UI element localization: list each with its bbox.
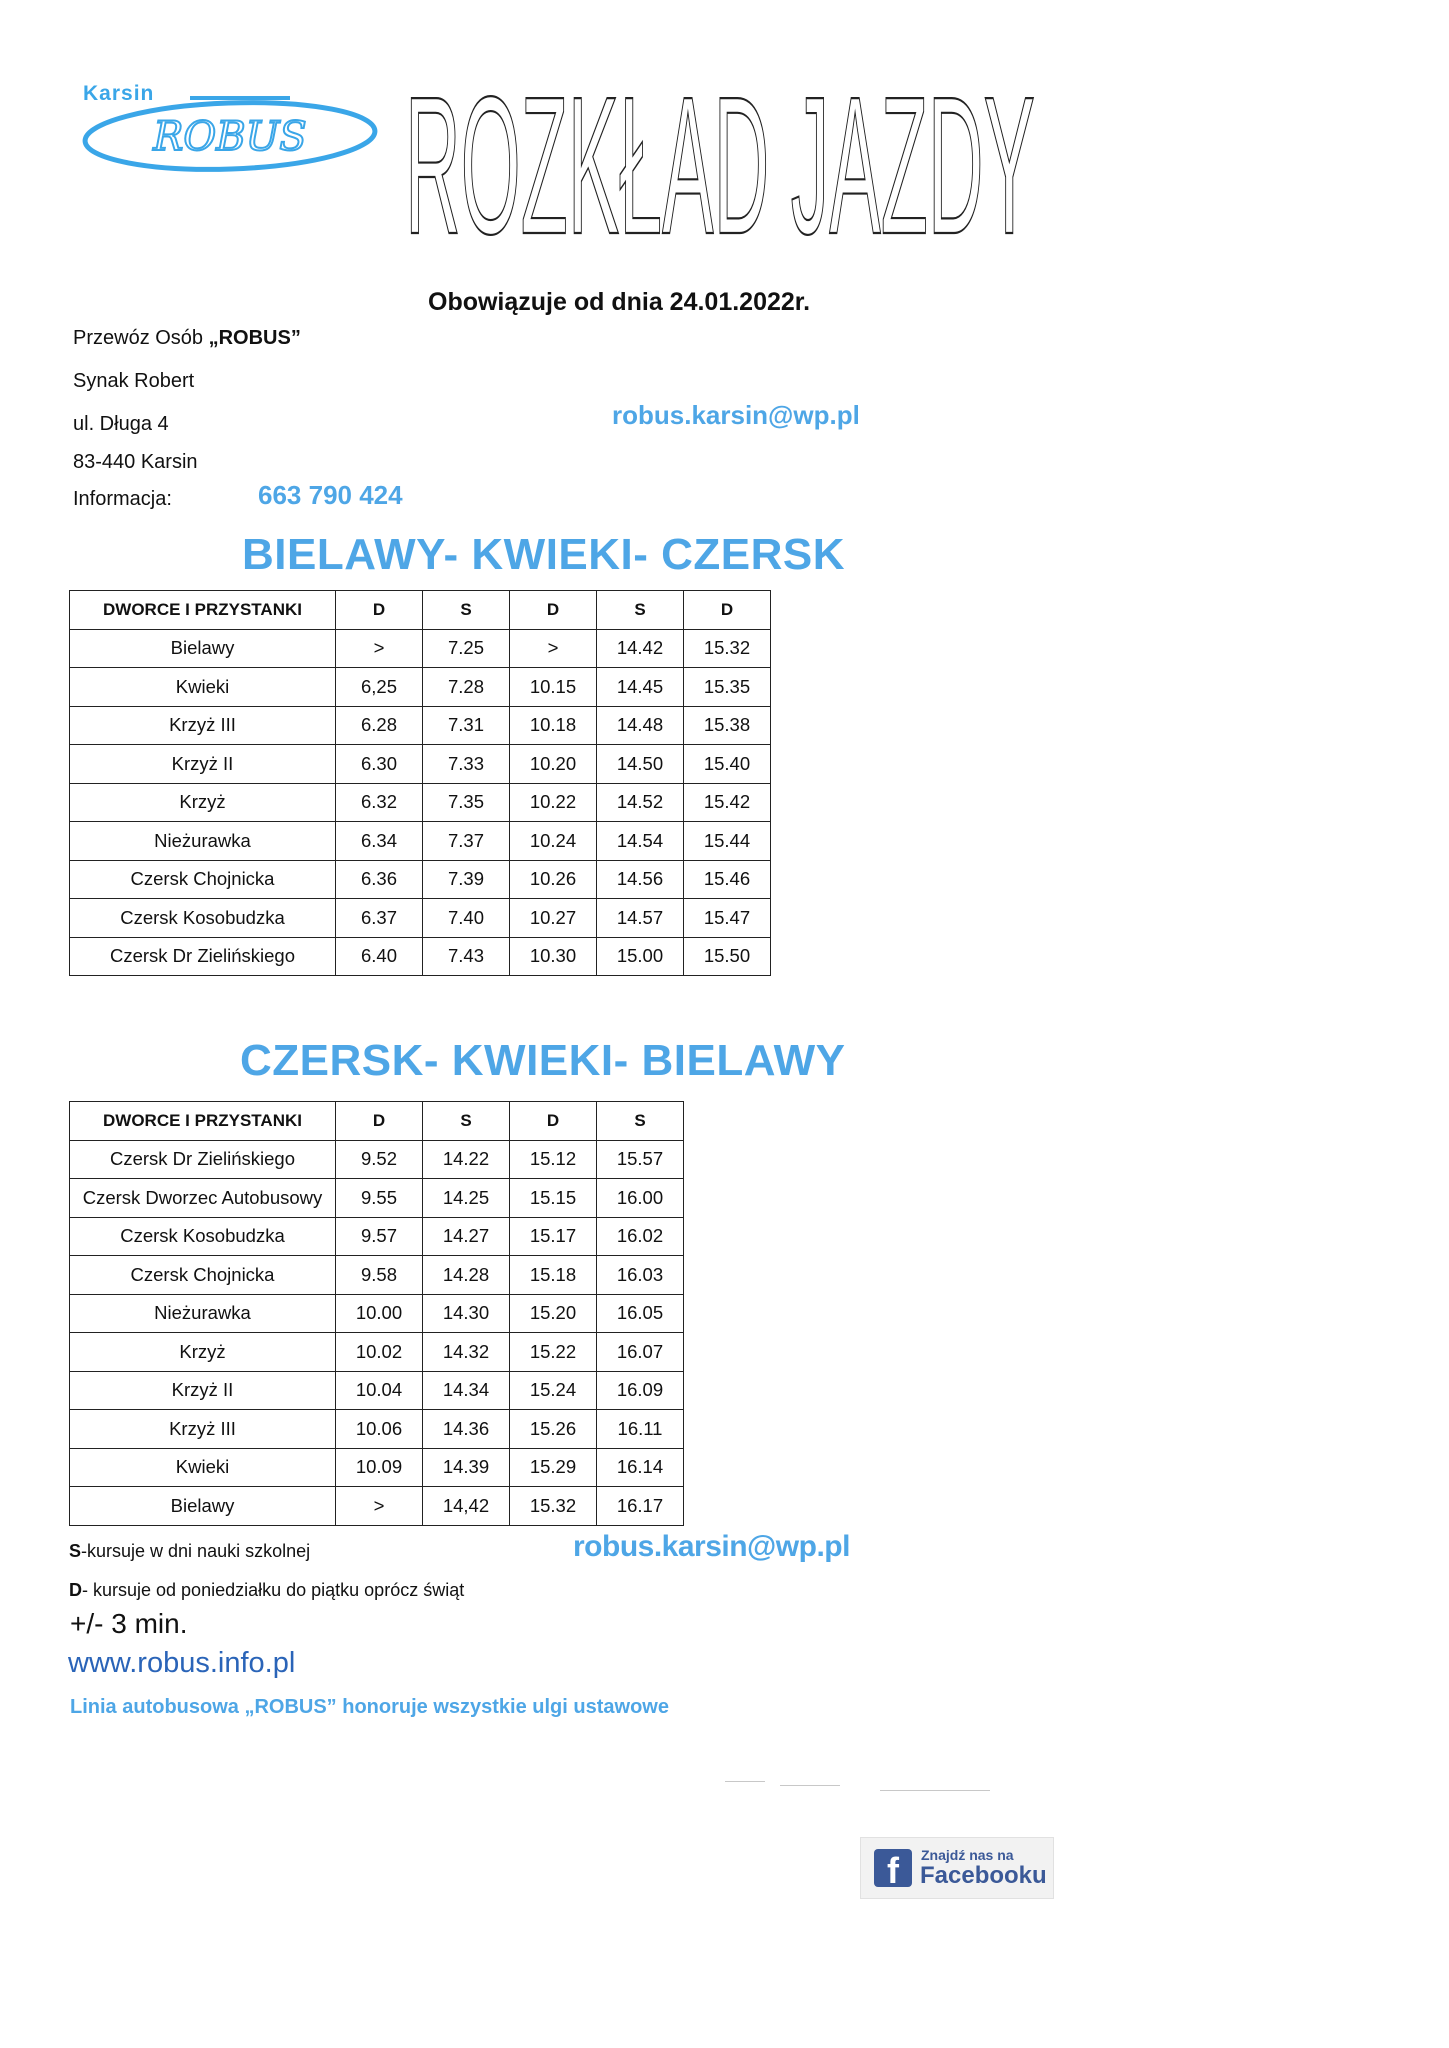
stop-name: Czersk Dr Zielińskiego [70, 1140, 336, 1179]
departure-time: 14.45 [597, 668, 684, 707]
departure-time: 14.39 [423, 1448, 510, 1487]
table-row [70, 1448, 684, 1487]
departure-time: 16.11 [597, 1410, 684, 1449]
departure-time: 14.34 [423, 1371, 510, 1410]
note-d: D- kursuje od poniedziałku do piątku oprócz świąt [69, 1580, 465, 1600]
departure-time: > [336, 629, 423, 668]
header-cell: S [423, 591, 510, 630]
departure-time: 15.47 [684, 899, 771, 938]
header-cell: D [336, 591, 423, 630]
header-cell: S [597, 591, 684, 630]
stop-name: Nieżurawka [70, 822, 336, 861]
departure-time: 14,42 [423, 1487, 510, 1526]
departure-time: 6.37 [336, 899, 423, 938]
departure-time: 6.40 [336, 937, 423, 976]
departure-time: 14.25 [423, 1179, 510, 1218]
table-header [70, 591, 771, 630]
stop-name: Krzyż II [70, 745, 336, 784]
table-row [70, 1333, 684, 1372]
stop-name: Krzyż III [70, 706, 336, 745]
departure-time: 7.28 [423, 668, 510, 707]
departure-time: 10.27 [510, 899, 597, 938]
table-header [70, 1102, 684, 1141]
table-row [70, 668, 771, 707]
departure-time: 15.24 [510, 1371, 597, 1410]
departure-time: 7.31 [423, 706, 510, 745]
header-cell: D [510, 1102, 597, 1141]
departure-time: 16.03 [597, 1256, 684, 1295]
departure-time: 15.44 [684, 822, 771, 861]
departure-time: 9.57 [336, 1217, 423, 1256]
stop-name: Krzyż [70, 1333, 336, 1372]
departure-time: 15.22 [510, 1333, 597, 1372]
departure-time: 10.06 [336, 1410, 423, 1449]
departure-time: 15.40 [684, 745, 771, 784]
table-row [70, 899, 771, 938]
departure-time: 7.33 [423, 745, 510, 784]
departure-time: 15.57 [597, 1140, 684, 1179]
facebook-line1: Znajdź nas na [921, 1847, 1014, 1863]
departure-time: 10.02 [336, 1333, 423, 1372]
departure-time: 14.36 [423, 1410, 510, 1449]
departure-time: 15.32 [684, 629, 771, 668]
stop-name: Czersk Chojnicka [70, 860, 336, 899]
facebook-icon: f [874, 1849, 912, 1887]
departure-time: 15.15 [510, 1179, 597, 1218]
route-title-2: CZERSK- KWIEKI- BIELAWY [240, 1036, 846, 1085]
departure-time: 9.58 [336, 1256, 423, 1295]
table-row [70, 706, 771, 745]
departure-time: 14.56 [597, 860, 684, 899]
departure-time: 10.00 [336, 1294, 423, 1333]
header-cell: DWORCE I PRZYSTANKI [70, 1102, 336, 1141]
departure-time: 16.14 [597, 1448, 684, 1487]
departure-time: 10.09 [336, 1448, 423, 1487]
departure-time: 14.27 [423, 1217, 510, 1256]
departure-time: 16.05 [597, 1294, 684, 1333]
departure-time: 10.30 [510, 937, 597, 976]
departure-time: 14.54 [597, 822, 684, 861]
table-row [70, 1179, 684, 1218]
facebook-line2: Facebooku [920, 1862, 1047, 1889]
discounts-note: Linia autobusowa „ROBUS” honoruje wszystkie ulgi ustawowe [70, 1696, 669, 1718]
stop-name: Czersk Kosobudzka [70, 899, 336, 938]
table-row [70, 1217, 684, 1256]
departure-time: 14.57 [597, 899, 684, 938]
stop-name: Krzyż [70, 783, 336, 822]
logo-town: Karsin [83, 82, 155, 105]
table-row [70, 937, 771, 976]
departure-time: 14.50 [597, 745, 684, 784]
departure-time: 10.20 [510, 745, 597, 784]
header-cell: D [336, 1102, 423, 1141]
departure-time: 10.26 [510, 860, 597, 899]
svg-text:ROZKŁAD JAZDY: ROZKŁAD JAZDY [405, 75, 1035, 265]
table-row [70, 1371, 684, 1410]
stop-name: Kwieki [70, 668, 336, 707]
departure-time: > [336, 1487, 423, 1526]
departure-time: 9.52 [336, 1140, 423, 1179]
time-tolerance: +/- 3 min. [70, 1608, 188, 1639]
departure-time: 14.52 [597, 783, 684, 822]
departure-time: 6.30 [336, 745, 423, 784]
departure-time: 16.17 [597, 1487, 684, 1526]
table-row [70, 745, 771, 784]
departure-time: 15.18 [510, 1256, 597, 1295]
departure-time: 9.55 [336, 1179, 423, 1218]
departure-time: 10.24 [510, 822, 597, 861]
stop-name: Nieżurawka [70, 1294, 336, 1333]
departure-time: 14.28 [423, 1256, 510, 1295]
table-row [70, 1410, 684, 1449]
email-link[interactable]: robus.karsin@wp.pl [612, 400, 860, 430]
departure-time: 6.32 [336, 783, 423, 822]
stop-name: Czersk Chojnicka [70, 1256, 336, 1295]
departure-time: 15.46 [684, 860, 771, 899]
departure-time: 15.50 [684, 937, 771, 976]
departure-time: > [510, 629, 597, 668]
stop-name: Krzyż III [70, 1410, 336, 1449]
stop-name: Bielawy [70, 1487, 336, 1526]
header-cell: S [423, 1102, 510, 1141]
departure-time: 10.15 [510, 668, 597, 707]
departure-time: 16.02 [597, 1217, 684, 1256]
table-row [70, 1294, 684, 1333]
departure-time: 15.35 [684, 668, 771, 707]
city-address: 83-440 Karsin [73, 451, 198, 473]
departure-time: 7.40 [423, 899, 510, 938]
departure-time: 15.26 [510, 1410, 597, 1449]
website-link[interactable]: www.robus.info.pl [68, 1647, 296, 1679]
table-row [70, 1256, 684, 1295]
departure-time: 6,25 [336, 668, 423, 707]
stop-name: Czersk Dr Zielińskiego [70, 937, 336, 976]
company-name: Przewóz Osób „ROBUS” [73, 327, 301, 349]
header-cell: S [597, 1102, 684, 1141]
departure-time: 10.04 [336, 1371, 423, 1410]
valid-from: Obowiązuje od dnia 24.01.2022r. [428, 288, 811, 316]
page-title [400, 75, 1040, 265]
table-row [70, 860, 771, 899]
phone-number: 663 790 424 [258, 480, 403, 510]
note-s: S-kursuje w dni nauki szkolnej [69, 1541, 311, 1561]
timetable-2 [69, 1101, 684, 1526]
route-title-1: BIELAWY- KWIEKI- CZERSK [242, 530, 846, 579]
departure-time: 16.00 [597, 1179, 684, 1218]
logo-brand-text: ROBUS [153, 114, 307, 160]
stop-name: Krzyż II [70, 1371, 336, 1410]
timetable-1 [69, 590, 771, 976]
info-label: Informacja: [73, 488, 172, 510]
email-link-2[interactable]: robus.karsin@wp.pl [573, 1530, 850, 1563]
stop-name: Czersk Kosobudzka [70, 1217, 336, 1256]
departure-time: 14.22 [423, 1140, 510, 1179]
departure-time: 7.43 [423, 937, 510, 976]
departure-time: 7.25 [423, 629, 510, 668]
departure-time: 15.42 [684, 783, 771, 822]
departure-time: 14.30 [423, 1294, 510, 1333]
departure-time: 15.00 [597, 937, 684, 976]
departure-time: 15.38 [684, 706, 771, 745]
departure-time: 14.42 [597, 629, 684, 668]
table-row [70, 629, 771, 668]
table-row [70, 783, 771, 822]
stop-name: Czersk Dworzec Autobusowy [70, 1179, 336, 1218]
departure-time: 7.39 [423, 860, 510, 899]
owner-name: Synak Robert [73, 370, 195, 392]
table-row [70, 822, 771, 861]
departure-time: 14.48 [597, 706, 684, 745]
header-cell: D [684, 591, 771, 630]
departure-time: 15.12 [510, 1140, 597, 1179]
header-cell: D [510, 591, 597, 630]
departure-time: 10.22 [510, 783, 597, 822]
table-row [70, 1487, 684, 1526]
departure-time: 7.37 [423, 822, 510, 861]
departure-time: 16.09 [597, 1371, 684, 1410]
robus-logo [80, 78, 390, 188]
departure-time: 7.35 [423, 783, 510, 822]
stop-name: Bielawy [70, 629, 336, 668]
departure-time: 6.28 [336, 706, 423, 745]
departure-time: 15.29 [510, 1448, 597, 1487]
street-address: ul. Długa 4 [73, 413, 169, 435]
stop-name: Kwieki [70, 1448, 336, 1487]
departure-time: 6.36 [336, 860, 423, 899]
departure-time: 14.32 [423, 1333, 510, 1372]
departure-time: 6.34 [336, 822, 423, 861]
departure-time: 15.32 [510, 1487, 597, 1526]
departure-time: 15.17 [510, 1217, 597, 1256]
table-row [70, 1140, 684, 1179]
departure-time: 15.20 [510, 1294, 597, 1333]
header-cell: DWORCE I PRZYSTANKI [70, 591, 336, 630]
departure-time: 10.18 [510, 706, 597, 745]
departure-time: 16.07 [597, 1333, 684, 1372]
